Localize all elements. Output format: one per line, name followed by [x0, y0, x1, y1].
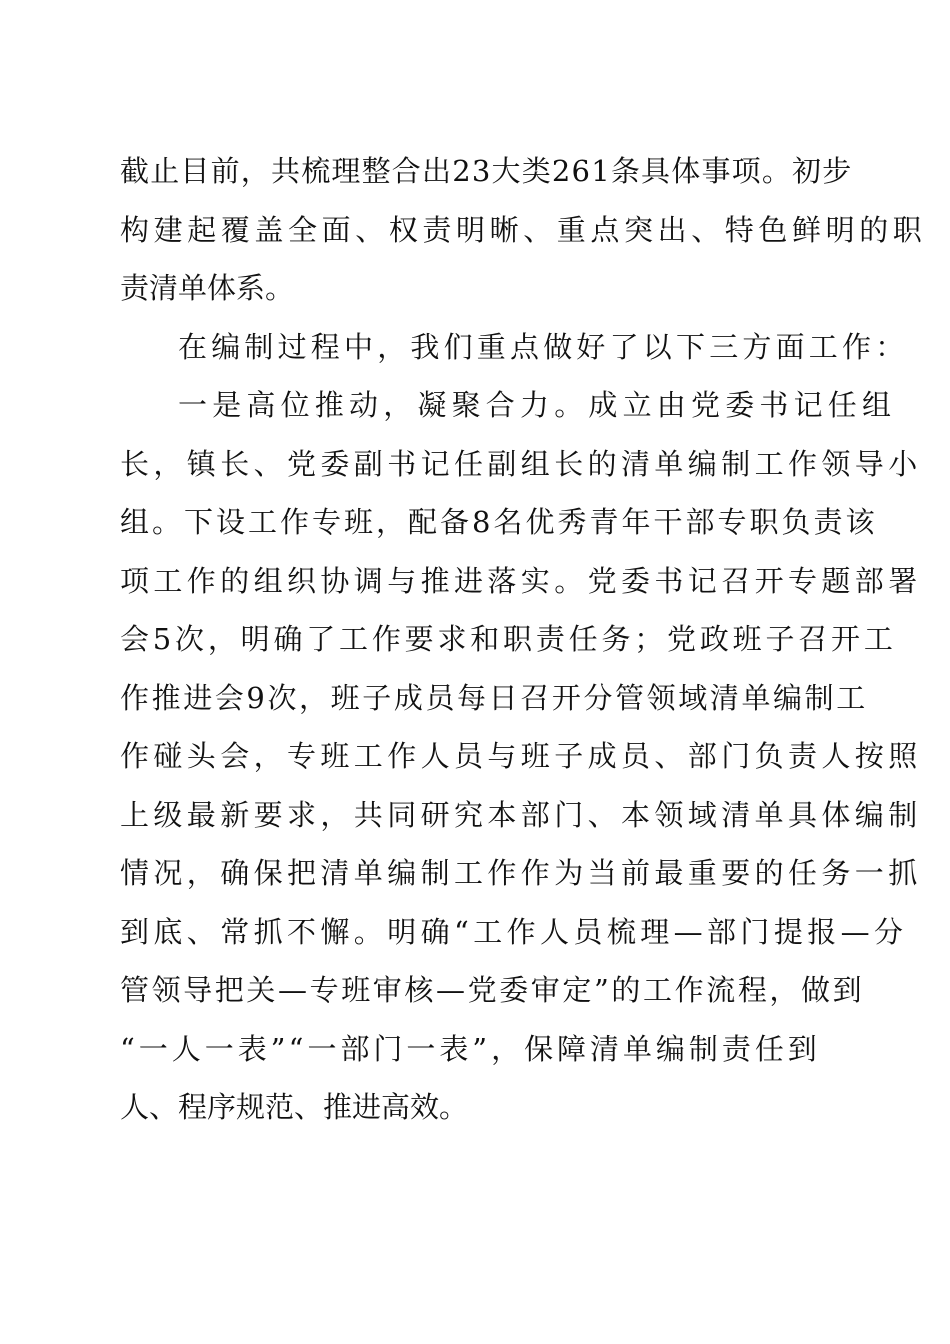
text-line: 项工作的组织协调与推进落实。党委书记召开专题部署: [120, 563, 922, 598]
text-line: 作碰头会，专班工作人员与班子成员、部门负责人按照: [120, 739, 922, 773]
paragraph-point-one: [120, 376, 922, 1137]
text-line: 责清单体系。: [120, 271, 295, 305]
text-line: “一人一表”“一部门一表”，保障清单编制责任到: [120, 1031, 820, 1066]
text-line: 构建起覆盖全面、权责明晰、重点突出、特色鲜明的职: [120, 212, 927, 247]
text-line: 长，镇长、党委副书记任副组长的清单编制工作领导小: [120, 446, 922, 481]
text-line: 情况，确保把清单编制工作作为当前最重要的任务一抓: [120, 856, 922, 890]
paragraph-summary: [120, 142, 927, 318]
text-line: 组。下设工作专班，配备8名优秀青年干部专职负责该: [120, 505, 878, 539]
text-line: 人、程序规范、推进高效。: [120, 1090, 469, 1124]
text-line: 会5次，明确了工作要求和职责任务；党政班子召开工: [120, 622, 897, 656]
paragraph-intro: [120, 318, 909, 377]
text-line: 管领导把关—专班审核—党委审定”的工作流程，做到: [120, 973, 865, 1007]
text-line: 在编制过程中，我们重点做好了以下三方面工作：: [178, 329, 909, 364]
document-body: [120, 142, 927, 1137]
text-line: 一是高位推动，凝聚合力。成立由党委书记任组: [178, 388, 897, 422]
text-line: 到底、常抓不懈。明确“工作人员梳理—部门提报—分: [120, 914, 908, 949]
text-line: 截止目前，共梳理整合出23大类261条具体事项。初步: [120, 154, 853, 188]
text-line: 作推进会9次，班子成员每日召开分管领域清单编制工: [120, 680, 868, 715]
text-line: 上级最新要求，共同研究本部门、本领域清单具体编制: [120, 797, 922, 832]
